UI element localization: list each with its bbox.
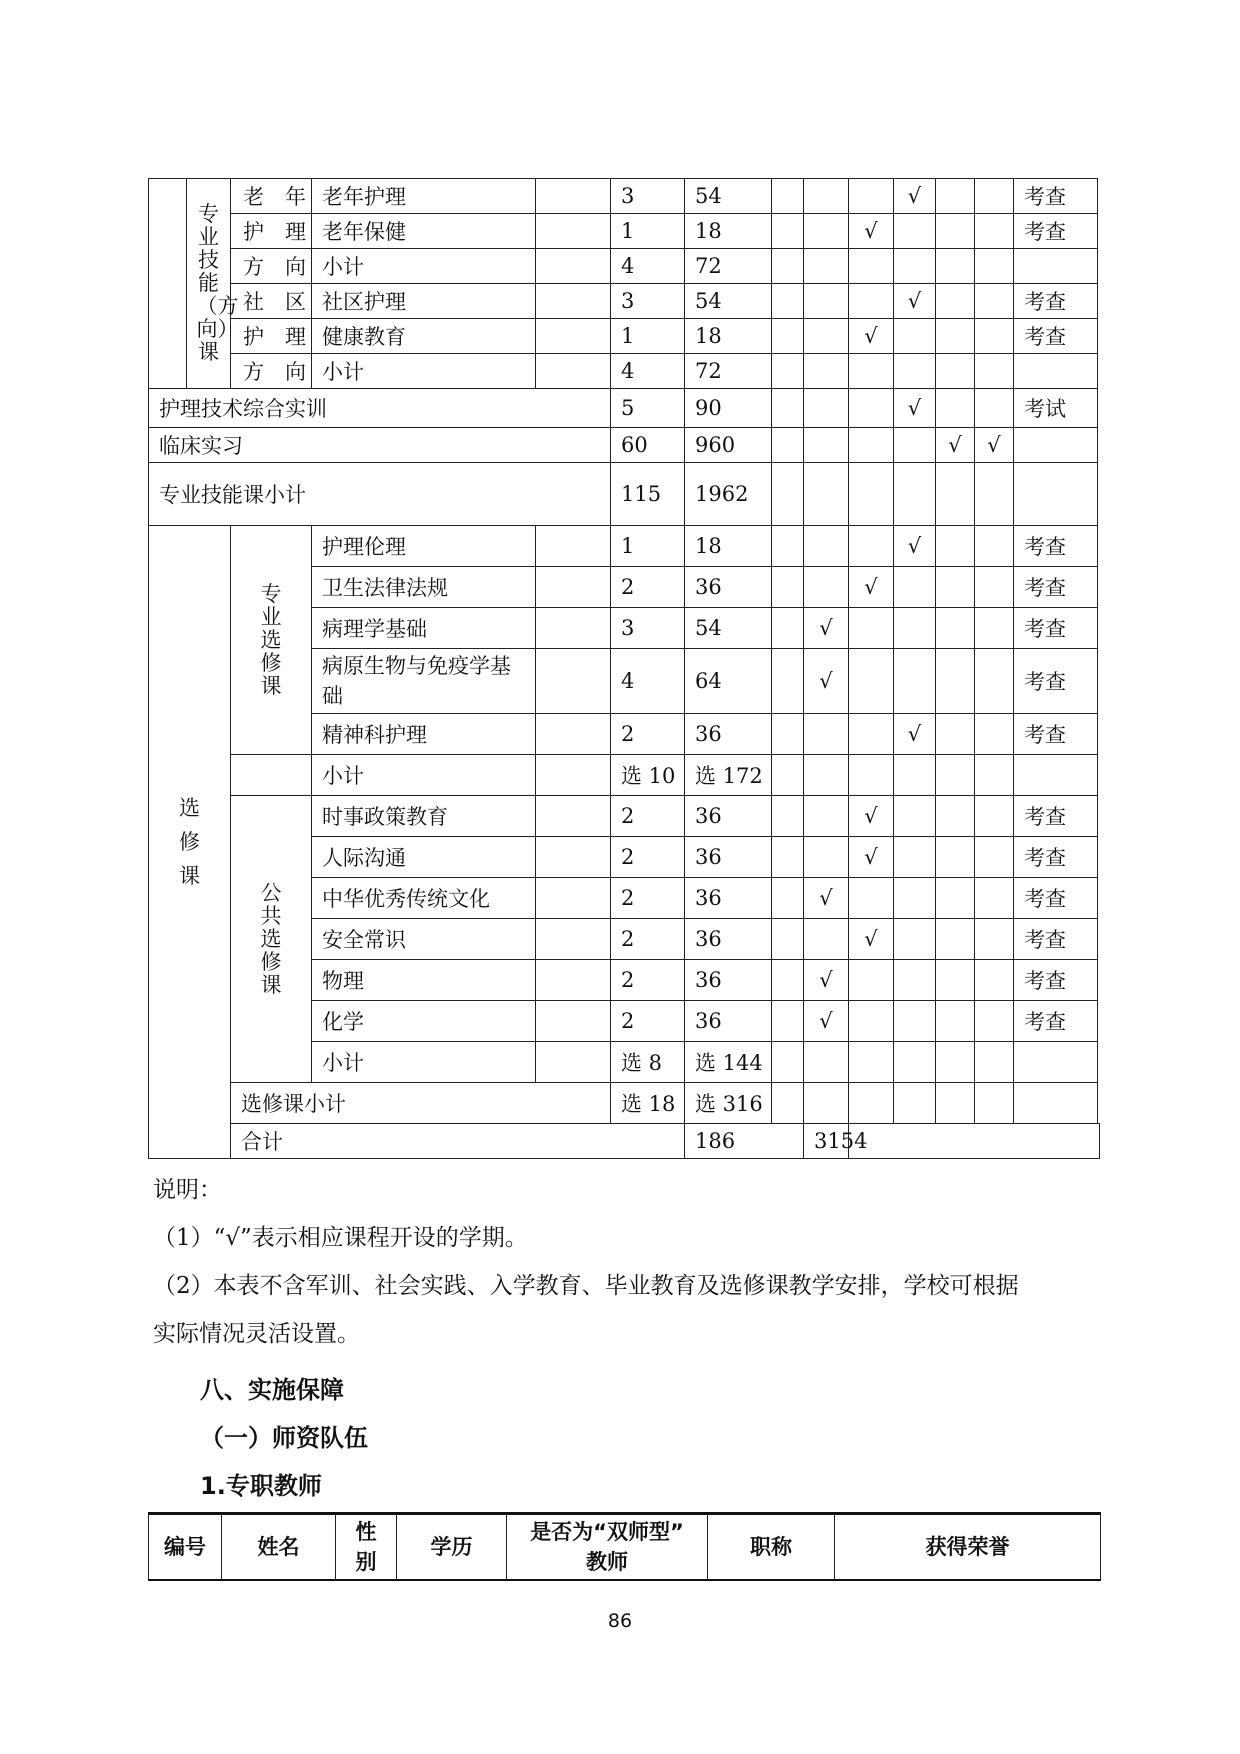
subsection-heading: （一）师资队伍 [200, 1424, 368, 1452]
semester-check: √ [849, 567, 894, 608]
direction-label: 方 向 [231, 354, 312, 389]
table-row: 方 向 小计 4 72 [149, 354, 1100, 389]
note-item-2-line2: 实际情况灵活设置。 [153, 1321, 360, 1347]
table-row: 精神科护理 2 36 √ 考查 [149, 714, 1100, 755]
table-row: 护理技术综合实训 5 90 √ 考试 [149, 389, 1100, 428]
page-number: 86 [607, 1610, 633, 1632]
table-row: 护 理 健康教育 1 18 √ 考查 [149, 319, 1100, 354]
table-row: 专业技能（方向）课 老 年 老年护理 3 54 √ 考查 [149, 179, 1100, 214]
table-row: 专业技能课小计 115 1962 [149, 463, 1100, 526]
direction-label: 老 年 [231, 179, 312, 214]
semester-check: √ [849, 919, 894, 960]
table-row: 卫生法律法规 2 36 √ 考查 [149, 567, 1100, 608]
semester-check: √ [975, 428, 1014, 463]
table-row: 病理学基础 3 54 √ 考查 [149, 608, 1100, 649]
semester-check: √ [804, 649, 849, 714]
table-row: 公共选修课 时事政策教育 2 36 √ 考查 [149, 796, 1100, 837]
table-row: 选修课小计 选 18 选 316 [149, 1083, 1100, 1124]
column-header-gender: 性 别 [336, 1514, 397, 1581]
table-row: 小计 选 10 选 172 [149, 755, 1100, 796]
table-row: 合计 186 3154 [149, 1124, 1100, 1159]
direction-label: 护 理 [231, 319, 312, 354]
direction-label: 护 理 [231, 214, 312, 249]
table-row: 物理 2 36 √ 考查 [149, 960, 1100, 1001]
semester-check: √ [849, 837, 894, 878]
semester-check: √ [849, 319, 894, 354]
column-header-title: 职称 [708, 1514, 835, 1581]
column-header-honors: 获得荣誉 [835, 1514, 1101, 1581]
category-skill-label: 专业技能（方向）课 [187, 179, 231, 389]
elective-label: 选修课 [149, 526, 231, 1159]
section-heading: 八、实施保障 [200, 1376, 344, 1404]
semester-check: √ [894, 714, 936, 755]
direction-label: 社 区 [231, 284, 312, 319]
table-row: 安全常识 2 36 √ 考查 [149, 919, 1100, 960]
column-header-name: 姓名 [222, 1514, 336, 1581]
table-row: 社 区 社区护理 3 54 √ 考查 [149, 284, 1100, 319]
table-row: 选修课 专业选修课 护理伦理 1 18 √ 考查 [149, 526, 1100, 567]
table-row: 小计 选 8 选 144 [149, 1042, 1100, 1083]
notes-title: 说明： [153, 1177, 222, 1203]
column-header-dual-qualified: 是否为“双师型” 教师 [507, 1514, 708, 1581]
semester-check: √ [936, 428, 975, 463]
subsubsection-heading: 1.专职教师 [200, 1472, 322, 1500]
table-row: 方 向 小计 4 72 [149, 249, 1100, 284]
table-row: 中华优秀传统文化 2 36 √ 考查 [149, 878, 1100, 919]
semester-check: √ [894, 179, 936, 214]
direction-label: 方 向 [231, 249, 312, 284]
table-header-row [149, 1514, 1101, 1581]
course-schedule-table [148, 178, 1100, 1159]
pro-elective-label: 专业选修课 [231, 526, 312, 755]
column-header-education: 学历 [397, 1514, 507, 1581]
semester-check: √ [894, 389, 936, 428]
semester-check: √ [804, 960, 849, 1001]
semester-check: √ [849, 796, 894, 837]
semester-check: √ [804, 608, 849, 649]
table-row: 护 理 老年保健 1 18 √ 考查 [149, 214, 1100, 249]
note-item-1: （1）“√”表示相应课程开设的学期。 [153, 1225, 528, 1251]
table-row: 化学 2 36 √ 考查 [149, 1001, 1100, 1042]
table-row: 人际沟通 2 36 √ 考查 [149, 837, 1100, 878]
note-item-2-line1: （2）本表不含军训、社会实践、入学教育、毕业教育及选修课教学安排，学校可根据 [153, 1273, 1019, 1299]
table-row: 临床实习 60 960 √ √ [149, 428, 1100, 463]
semester-check: √ [804, 878, 849, 919]
staff-table [148, 1512, 1101, 1581]
semester-check: √ [894, 284, 936, 319]
semester-check: √ [849, 214, 894, 249]
table-row: 病原生物与免疫学基础 4 64 √ 考查 [149, 649, 1100, 714]
semester-check: √ [894, 526, 936, 567]
column-header-id: 编号 [149, 1514, 222, 1581]
public-elective-label: 公共选修课 [231, 796, 312, 1083]
semester-check: √ [804, 1001, 849, 1042]
